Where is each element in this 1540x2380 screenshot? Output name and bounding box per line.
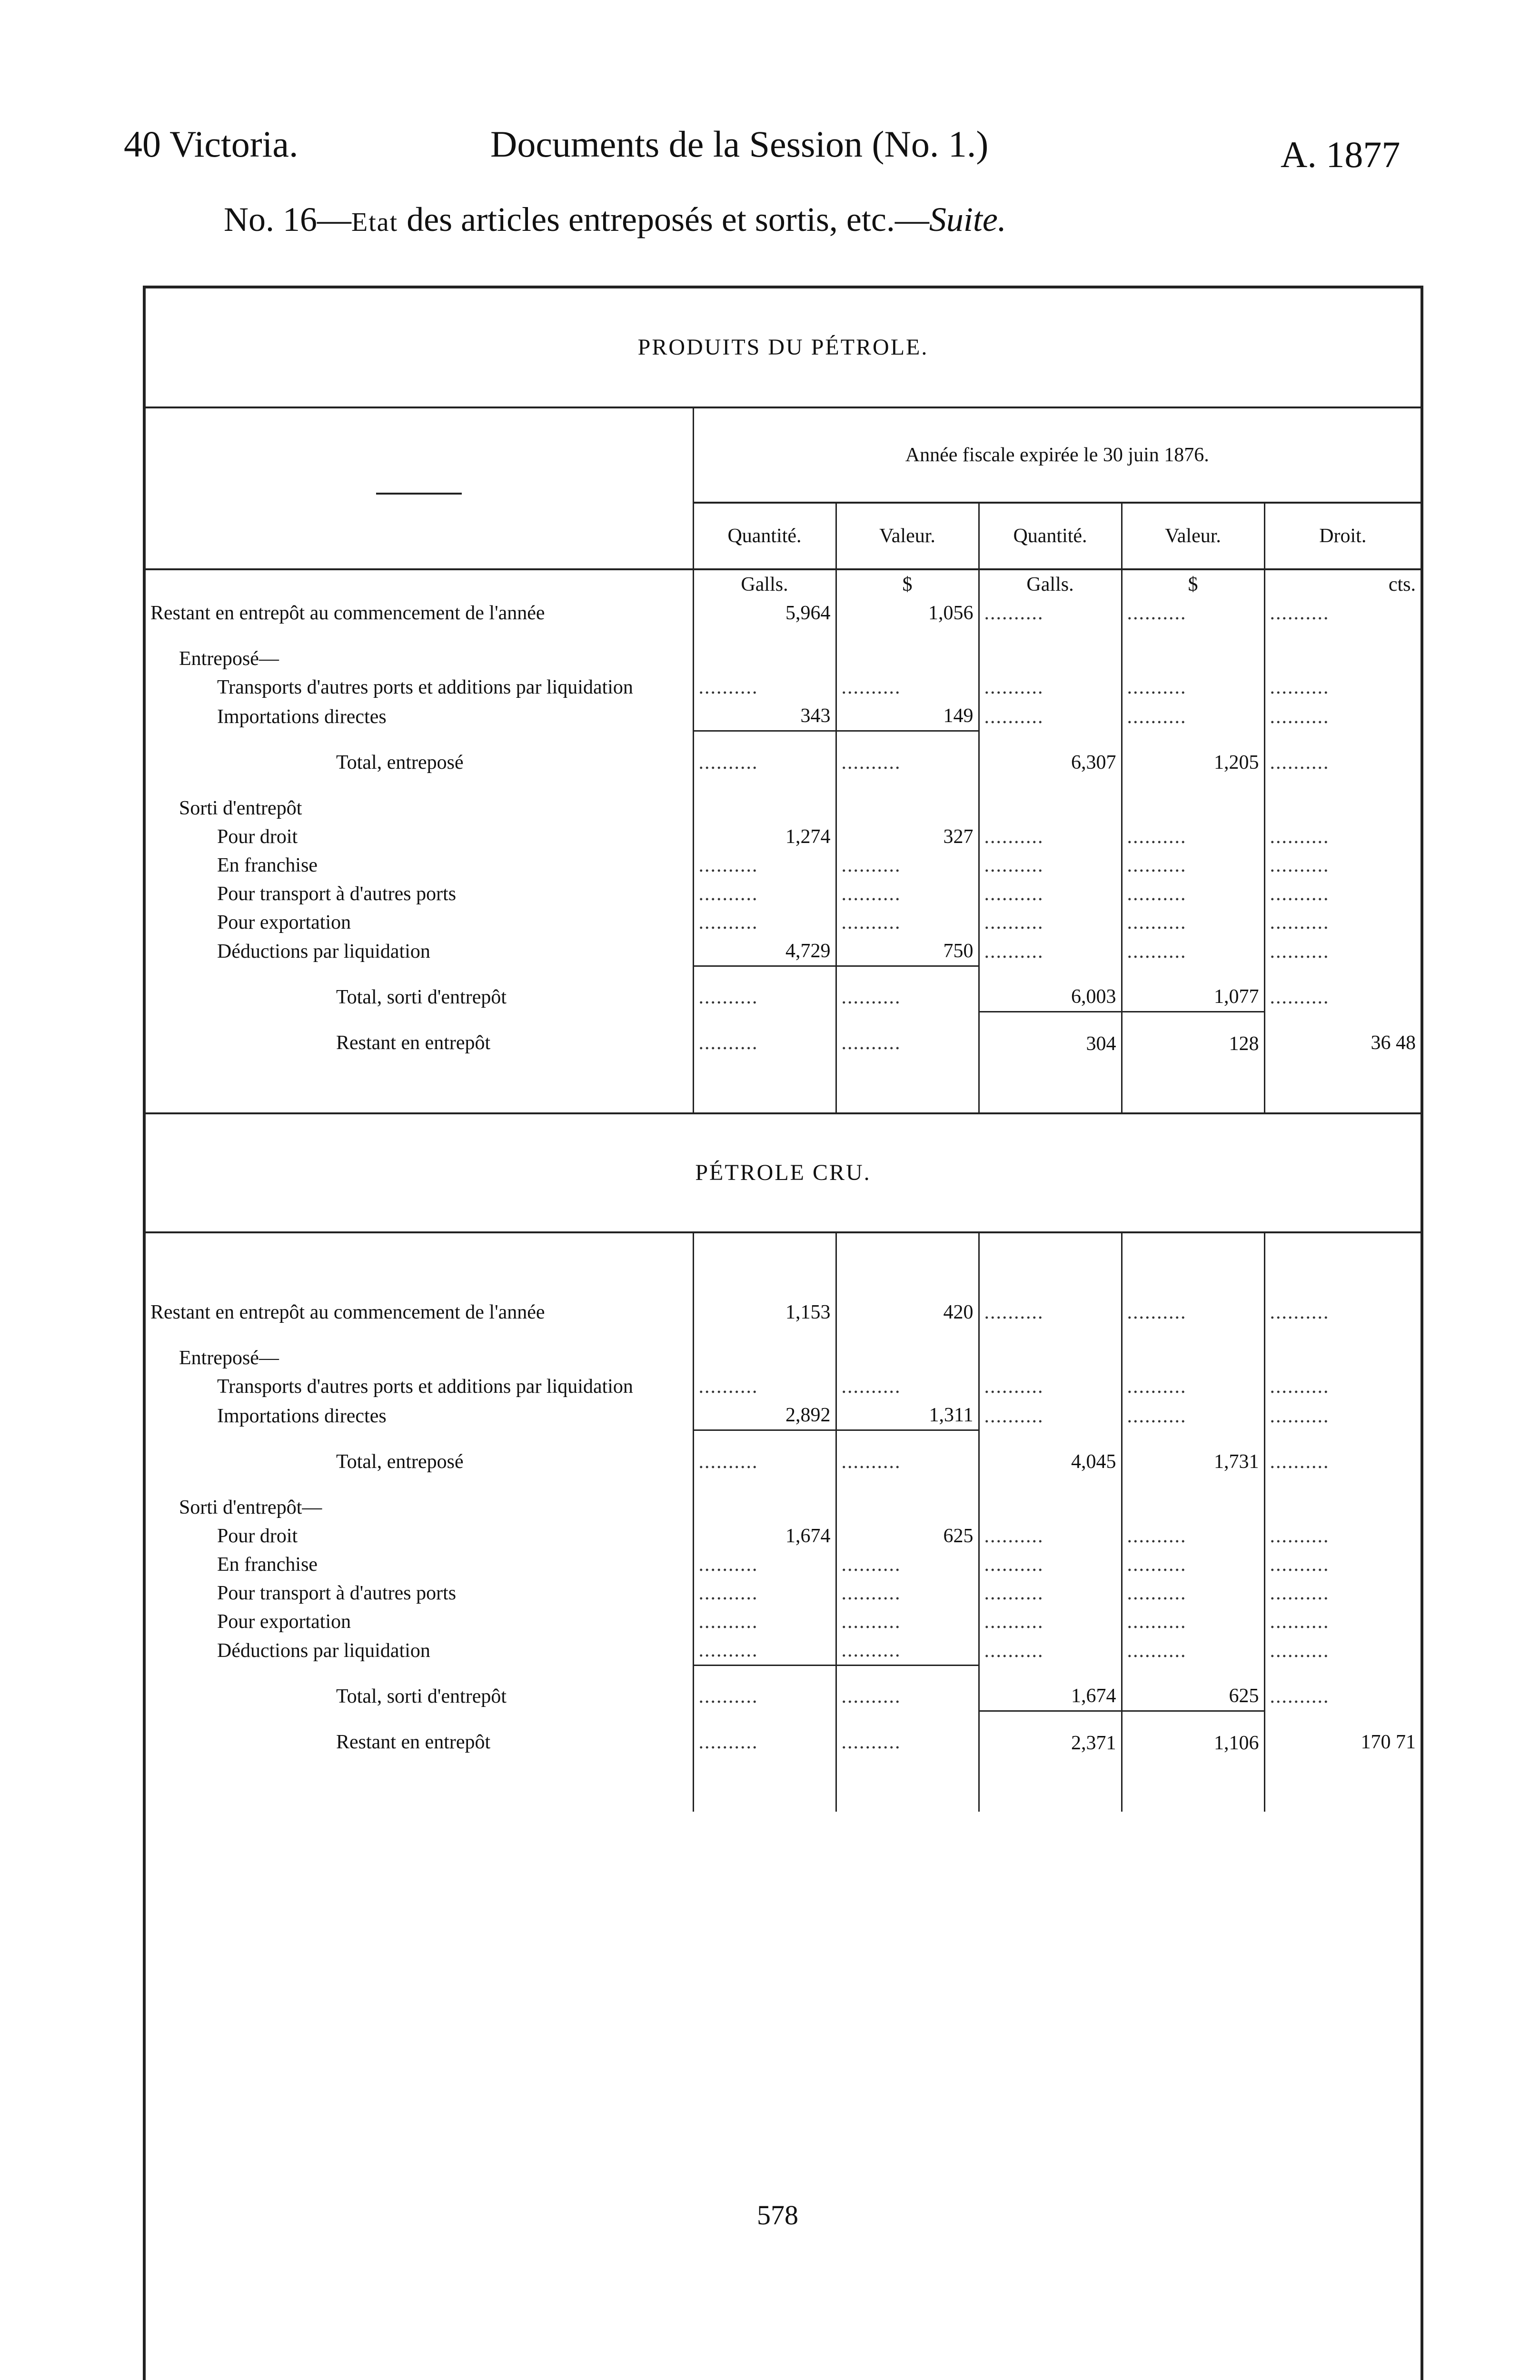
leader-dots: .......... (693, 1579, 836, 1607)
leader-dots: .......... (1264, 1579, 1421, 1607)
leader-dots: .......... (979, 908, 1122, 937)
subtitle-middle: des articles entreposés et sortis, etc.— (398, 200, 929, 238)
leader-dots: .......... (1122, 1607, 1264, 1636)
leader-dots: .......... (1264, 823, 1421, 851)
leader-dots: .......... (693, 1607, 836, 1636)
leader-dots: .......... (1264, 937, 1421, 966)
leader-dots: .......... (1264, 1372, 1421, 1401)
col-header-quantite-1: Quantité. (693, 503, 836, 569)
leader-dots: .......... (693, 1665, 836, 1711)
document-subtitle (224, 200, 1006, 239)
leader-dots: .......... (1264, 880, 1421, 908)
leader-dots: .......... (836, 1430, 979, 1476)
leader-dots: .......... (979, 880, 1122, 908)
leader-dots: .......... (693, 1636, 836, 1666)
row-label: Total, entreposé (336, 751, 464, 774)
cell-valeur: 327 (836, 823, 979, 851)
cell-valeur: 1,077 (1122, 966, 1264, 1012)
leader-dots: .......... (836, 673, 979, 702)
leader-dots: .......... (979, 1579, 1122, 1607)
leader-dots: .......... (1122, 1401, 1264, 1430)
leader-dots: .......... (1264, 1430, 1421, 1476)
leader-dots: .......... (1264, 599, 1421, 627)
leader-dots: .......... (836, 1372, 979, 1401)
row-label: Entreposé— (179, 648, 279, 670)
leader-dots: .......... (693, 908, 836, 937)
leader-dots: .......... (1122, 1636, 1264, 1666)
leader-dots: .......... (979, 1372, 1122, 1401)
leader-dots: .......... (1264, 673, 1421, 702)
cell-quantite: 4,729 (693, 937, 836, 966)
leader-dots: .......... (1122, 908, 1264, 937)
row-label: Restant en entrepôt au commencement de l'année (150, 602, 545, 624)
row-label: Importations directes (217, 705, 387, 728)
unit-dollar-2: $ (1122, 569, 1264, 599)
leader-dots: .......... (693, 1711, 836, 1812)
leader-dots: .......... (1264, 731, 1421, 777)
row-label: Pour droit (217, 1525, 298, 1547)
col-header-valeur-1: Valeur. (836, 503, 979, 569)
leader-dots: .......... (1122, 1579, 1264, 1607)
row-label: Sorti d'entrepôt (179, 797, 302, 819)
cell-quantite: 6,307 (979, 731, 1122, 777)
leader-dots: .......... (1264, 702, 1421, 731)
leader-dots: .......... (1264, 1665, 1421, 1711)
cell-valeur: 1,106 (1122, 1711, 1264, 1812)
cell-valeur: 625 (836, 1522, 979, 1550)
leader-dots: .......... (693, 1430, 836, 1476)
leader-dots: .......... (979, 823, 1122, 851)
row-label: Déductions par liquidation (217, 1640, 430, 1662)
cell-quantite: 6,003 (979, 966, 1122, 1012)
row-label: Restant en entrepôt (336, 1032, 491, 1054)
leader-dots: .......... (1122, 1372, 1264, 1401)
cell-quantite: 4,045 (979, 1430, 1122, 1476)
row-label: Pour exportation (217, 1610, 351, 1633)
leader-dots: .......... (693, 731, 836, 777)
cell-valeur: 149 (836, 702, 979, 731)
cell-valeur: 1,731 (1122, 1430, 1264, 1476)
cell-valeur: 1,056 (836, 599, 979, 627)
leader-dots: .......... (1264, 966, 1421, 1012)
leader-dots: .......... (836, 851, 979, 880)
statement-table (146, 288, 1421, 1812)
cell-valeur: 128 (1122, 1012, 1264, 1113)
row-label: En franchise (217, 1553, 318, 1576)
leader-dots: .......... (979, 851, 1122, 880)
leader-dots: .......... (1122, 702, 1264, 731)
leader-dots: .......... (979, 1522, 1122, 1550)
row-label: Pour exportation (217, 911, 351, 933)
row-label: Total, entreposé (336, 1450, 464, 1473)
cell-valeur: 1,205 (1122, 731, 1264, 777)
col-header-quantite-2: Quantité. (979, 503, 1122, 569)
leader-dots: .......... (693, 966, 836, 1012)
header-center: Documents de la Session (No. 1.) (490, 123, 989, 165)
leader-dots: .......... (1122, 937, 1264, 966)
leader-dots: .......... (1264, 1607, 1421, 1636)
leader-dots: .......... (979, 1550, 1122, 1579)
row-label: Entreposé— (179, 1347, 279, 1369)
cell-valeur: 420 (836, 1232, 979, 1327)
stub-header (146, 407, 693, 569)
fiscal-period-header: Année fiscale expirée le 30 juin 1876. (693, 407, 1421, 503)
leader-dots: .......... (979, 1636, 1122, 1666)
cell-quantite: 5,964 (693, 599, 836, 627)
leader-dots: .......... (1264, 1522, 1421, 1550)
row-label: Pour droit (217, 825, 298, 848)
leader-dots: .......... (1122, 823, 1264, 851)
cell-quantite: 304 (979, 1012, 1122, 1113)
leader-dots: .......... (979, 1401, 1122, 1430)
leader-dots: .......... (1122, 880, 1264, 908)
leader-dots: .......... (693, 1550, 836, 1579)
row-label: Restant en entrepôt au commencement de l'année (150, 1301, 545, 1323)
header-right: A. 1877 (1281, 134, 1401, 175)
cell-quantite: 343 (693, 702, 836, 731)
cell-droit: 36 48 (1264, 1012, 1421, 1113)
unit-cents: cts. (1264, 569, 1421, 599)
row-label: Total, sorti d'entrepôt (336, 1686, 507, 1707)
leader-dots: .......... (979, 1232, 1122, 1327)
leader-dots: .......... (1122, 1550, 1264, 1579)
cell-valeur: 750 (836, 937, 979, 966)
page-number: 578 (757, 2200, 798, 2231)
leader-dots: .......... (1264, 851, 1421, 880)
cell-valeur: 625 (1122, 1665, 1264, 1711)
row-label: Restant en entrepôt (336, 1731, 491, 1753)
leader-dots: .......... (1264, 1232, 1421, 1327)
leader-dots: .......... (1122, 1522, 1264, 1550)
leader-dots: .......... (1122, 673, 1264, 702)
col-header-droit: Droit. (1264, 503, 1421, 569)
leader-dots: .......... (836, 1550, 979, 1579)
leader-dots: .......... (836, 966, 979, 1012)
leader-dots: .......... (693, 851, 836, 880)
cell-quantite: 1,674 (693, 1522, 836, 1550)
cell-valeur: 1,311 (836, 1401, 979, 1430)
leader-dots: .......... (979, 702, 1122, 731)
section2-title: PÉTROLE CRU. (695, 1160, 871, 1185)
leader-dots: .......... (979, 937, 1122, 966)
unit-galls-1: Galls. (693, 569, 836, 599)
leader-dots: .......... (693, 880, 836, 908)
leader-dots: .......... (1264, 1401, 1421, 1430)
leader-dots: .......... (979, 673, 1122, 702)
leader-dots: .......... (836, 1711, 979, 1812)
leader-dots: .......... (836, 1579, 979, 1607)
row-label: Total, sorti d'entrepôt (336, 986, 507, 1008)
leader-dots: .......... (693, 1372, 836, 1401)
unit-galls-2: Galls. (979, 569, 1122, 599)
cell-droit: 170 71 (1264, 1711, 1421, 1812)
leader-dots: .......... (1122, 599, 1264, 627)
cell-quantite: 2,371 (979, 1711, 1122, 1812)
subtitle-prefix: No. 16— (224, 200, 351, 238)
row-label: En franchise (217, 854, 318, 876)
leader-dots: .......... (979, 599, 1122, 627)
cell-quantite: 1,153 (693, 1232, 836, 1327)
unit-dollar-1: $ (836, 569, 979, 599)
row-label: Pour transport à d'autres ports (217, 1582, 457, 1604)
leader-dots: .......... (1264, 1636, 1421, 1666)
cell-quantite: 1,674 (979, 1665, 1122, 1711)
cell-quantite: 2,892 (693, 1401, 836, 1430)
leader-dots: .......... (979, 1607, 1122, 1636)
row-label: Pour transport à d'autres ports (217, 883, 457, 905)
table-frame (143, 286, 1423, 2380)
leader-dots: .......... (836, 908, 979, 937)
leader-dots: .......... (836, 1012, 979, 1113)
col-header-valeur-2: Valeur. (1122, 503, 1264, 569)
row-label: Sorti d'entrepôt— (179, 1496, 322, 1518)
stub-dash (376, 493, 462, 495)
row-label: Importations directes (217, 1405, 387, 1427)
row-label: Déductions par liquidation (217, 941, 430, 962)
leader-dots: .......... (836, 1665, 979, 1711)
leader-dots: .......... (1264, 908, 1421, 937)
cell-quantite: 1,274 (693, 823, 836, 851)
leader-dots: .......... (836, 880, 979, 908)
row-label: Transports d'autres ports et additions par liquidation (217, 676, 633, 698)
leader-dots: .......... (1122, 1232, 1264, 1327)
subtitle-italic: Suite. (929, 200, 1006, 238)
leader-dots: .......... (836, 1636, 979, 1666)
leader-dots: .......... (1122, 851, 1264, 880)
header-left: 40 Victoria. (124, 123, 298, 165)
row-label: Transports d'autres ports et additions par liquidation (217, 1376, 633, 1398)
subtitle-smallcaps: Etat (351, 208, 398, 237)
leader-dots: .......... (1264, 1550, 1421, 1579)
leader-dots: .......... (693, 1012, 836, 1113)
leader-dots: .......... (836, 1607, 979, 1636)
section1-title: PRODUITS DU PÉTROLE. (637, 335, 929, 360)
leader-dots: .......... (693, 673, 836, 702)
leader-dots: .......... (836, 731, 979, 777)
